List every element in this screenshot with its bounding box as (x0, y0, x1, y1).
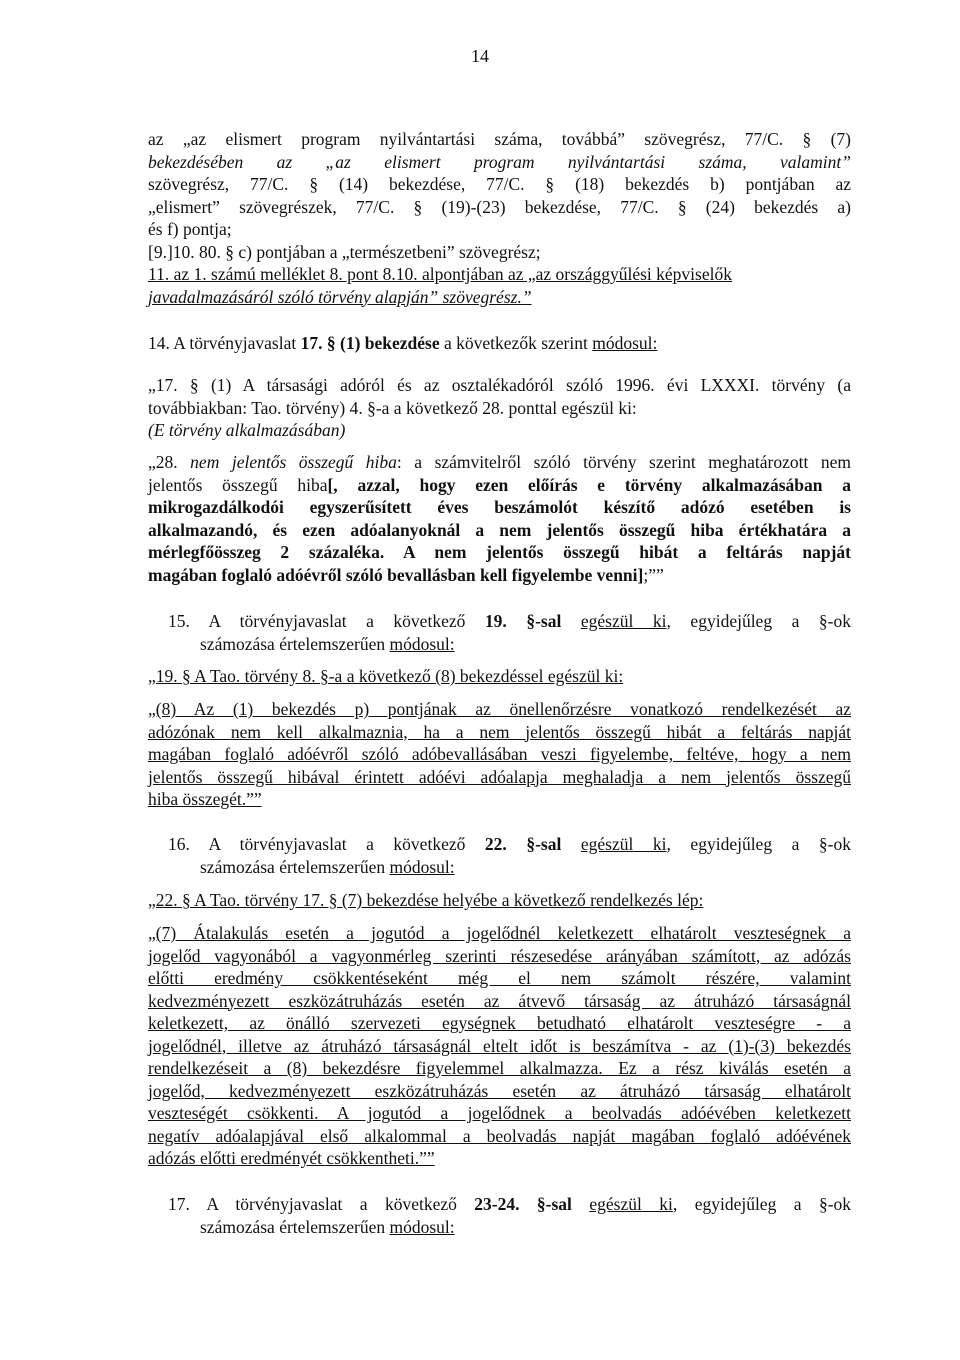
text-line: továbbiakban: Tao. törvény) 4. §-a a következő 28. ponttal egészül ki: (148, 397, 637, 418)
text-line: előtti eredmény csökkentéseként még el nem számolt részére, valamint (148, 968, 851, 988)
text-line: „elismert” szövegrészek, 77/C. § (19)-(23) bekezdése, 77/C. § (24) bekezdés a) (148, 196, 851, 217)
text-line: az „az elismert program nyilvántartási száma, továbbá” szövegrész, 77/C. § (7) (148, 129, 851, 149)
text-line: magában foglaló adóévről szóló bevallásban kell figyelembe venni];”” (148, 564, 664, 585)
text-line: mikrogazdálkodói egyszerűsített éves beszámolót készítő adózó esetében is (148, 497, 851, 517)
text-line: 14. A törvényjavaslat 17. § (1) bekezdése a következők szerint módosul: (148, 333, 658, 353)
text-line: és f) pontja; (148, 219, 232, 239)
quote-section-19 (148, 665, 851, 688)
text-line: rendelkezéseit a (8) bekezdésre figyelemmel alkalmazza. Ez a rész kiválás esetén a (148, 1058, 851, 1078)
paragraph-amendments (148, 128, 851, 308)
text-line: „19. § A Tao. törvény 8. §-a a következő (8) bekezdéssel egészül ki: (148, 666, 624, 686)
text-line: jelentős összegű hibával érintett adóévi adóalapja meghaladja a nem jelentős összegű (148, 766, 851, 787)
item-15 (168, 610, 851, 655)
text-line: 11. az 1. számú melléklet 8. pont 8.10. alpontjában az „az országgyűlési képviselők (148, 264, 732, 284)
paragraph-7 (148, 922, 851, 1170)
page-number: 14 (471, 46, 489, 66)
text-line: 15. A törvényjavaslat a következő 19. §-sal egészül ki, egyidejűleg a §-ok (168, 611, 852, 631)
item-16 (168, 833, 851, 878)
text-line: szövegrész, 77/C. § (14) bekezdése, 77/C. § (18) bekezdés b) pontjában az (148, 174, 851, 194)
text-line: kedvezményezett eszközátruházás esetén az átvevő társaság az átruházó társaságnál (148, 990, 851, 1011)
text-line: magában foglaló adóévről szóló adóbevallásában veszi figyelembe, feltéve, hogy a nem (148, 744, 851, 764)
text-line: „17. § (1) A társasági adóról és az osztalékadóról szóló 1996. évi LXXXI. törvény (a (148, 375, 851, 395)
text-line: számozása értelemszerűen módosul: (200, 633, 455, 654)
text-line: „(8) Az (1) bekezdés p) pontjának az önellenőrzésre vonatkozó rendelkezését az (148, 699, 851, 719)
text-line: jogelőd vagyonából a vagyonmérleg szerinti részesedése arányában számított, az adózás (148, 945, 851, 966)
text-line: (E törvény alkalmazásában) (148, 420, 346, 440)
text-line: mérlegfőösszeg 2 százaléka. A nem jelentős összegű hibát a feltárás napját (148, 542, 851, 562)
text-line: alkalmazandó, és ezen adóalanyoknál a nem jelentős összegű hiba értékhatára a (148, 519, 851, 540)
text-line: jelentős összegű hiba[, azzal, hogy ezen előírás e törvény alkalmazásában a (148, 474, 851, 495)
paragraph-8 (148, 698, 851, 811)
text-line: számozása értelemszerűen módosul: (200, 1216, 455, 1237)
text-line: „22. § A Tao. törvény 17. § (7) bekezdése helyébe a következő rendelkezés lép: (148, 890, 704, 910)
text-line: javadalmazásáról szóló törvény alapján” szövegrész.” (148, 286, 532, 307)
text-line: [9.]10. 80. § c) pontjában a „természetbeni” szövegrész; (148, 241, 541, 262)
quote-section-22 (148, 889, 851, 912)
text-line: hiba összegét.”” (148, 789, 262, 809)
item-14 (148, 332, 851, 355)
item-17 (168, 1193, 851, 1238)
text-line: adózónak nem kell alkalmaznia, ha a nem jelentős összegű hibát a feltárás napját (148, 721, 851, 742)
text-line: negatív adóalapjával első alkalommal a beolvadás napját magában foglaló adóévének (148, 1125, 851, 1146)
quote-section-17 (148, 374, 851, 442)
text-line: jogelőd, kedvezményezett eszközátruházás esetén az átruházó társaság elhatárolt (148, 1080, 851, 1101)
text-line: keletkezett, az önálló szervezeti egységnek betudható elhatárolt veszteségre - a (148, 1013, 851, 1033)
text-line: számozása értelemszerűen módosul: (200, 856, 455, 877)
text-line: 16. A törvényjavaslat a következő 22. §-sal egészül ki, egyidejűleg a §-ok (168, 834, 852, 854)
text-line: bekezdésében az „az elismert program nyilvántartási száma, valamint” (148, 151, 851, 172)
point-28 (148, 451, 851, 586)
text-line: 17. A törvényjavaslat a következő 23-24. §-sal egészül ki, egyidejűleg a §-ok (168, 1194, 852, 1214)
text-line: adózás előtti eredményét csökkentheti.”” (148, 1148, 435, 1168)
text-line: jogelődnél, illetve az átruházó társaságnál eltelt időt is beszámítva - az (1)-(3) bekezdés (148, 1035, 851, 1056)
text-line: „28. nem jelentős összegű hiba: a számvitelről szóló törvény szerint meghatározott nem (148, 452, 851, 472)
text-line: veszteségét csökkenti. A jogutód a jogelődnek a beolvadás adóévében keletkezett (148, 1103, 851, 1123)
text-line: „(7) Átalakulás esetén a jogutód a jogelődnél keletkezett elhatárolt veszteségnek a (148, 923, 851, 943)
